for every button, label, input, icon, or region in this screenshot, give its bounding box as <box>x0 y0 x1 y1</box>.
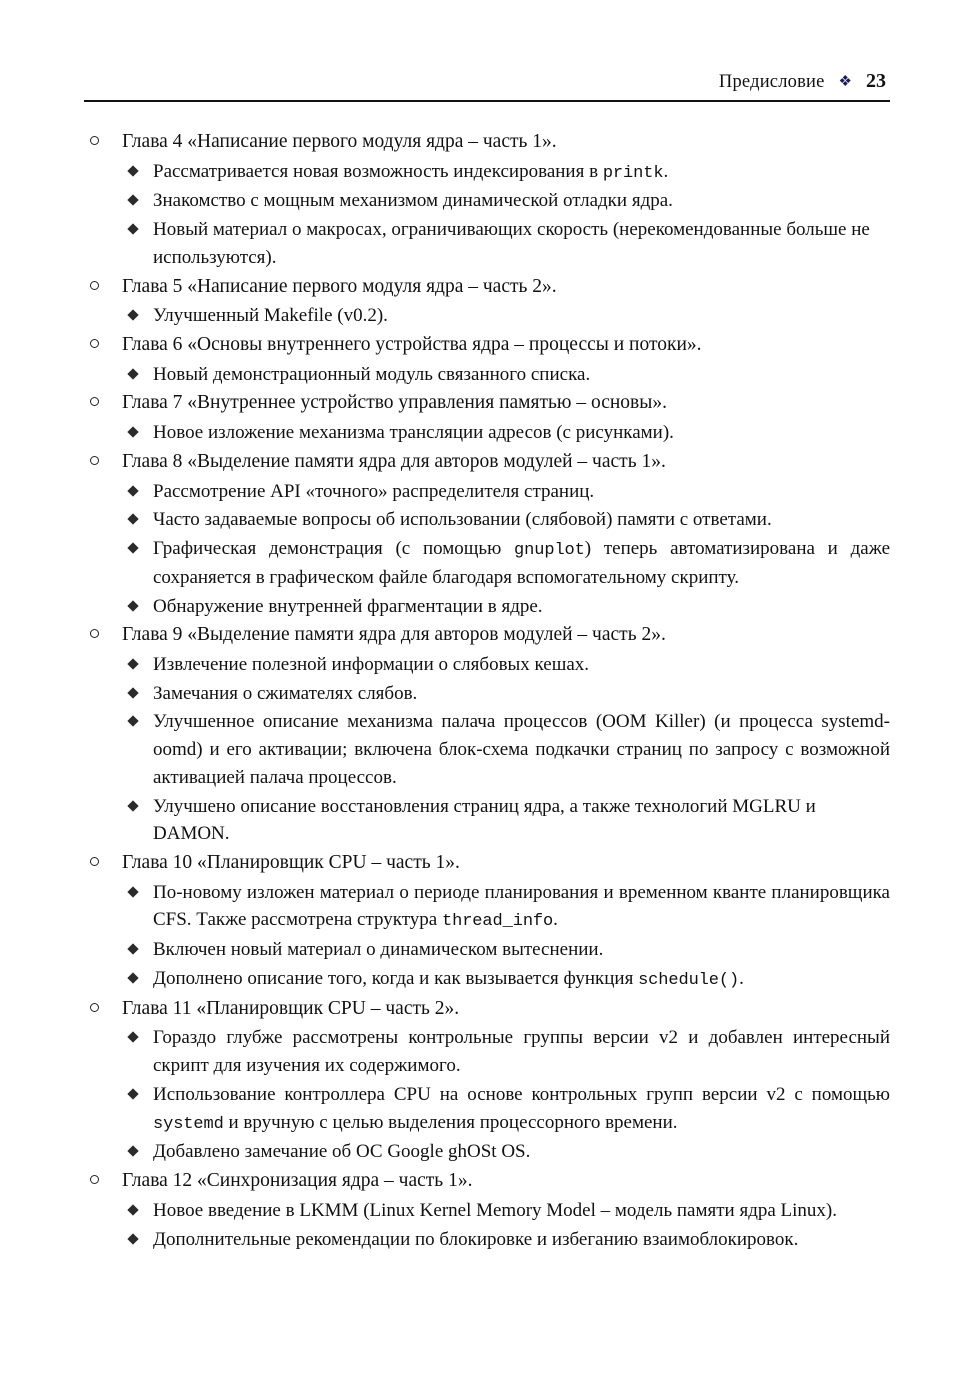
chapter-list-item <box>84 389 890 446</box>
chapter-title: Глава 8 «Выделение памяти ядра для авторов модулей – часть 1». <box>122 450 666 472</box>
chapter-title: Глава 4 «Написание первого модуля ядра – часть 1». <box>122 131 557 152</box>
detail-text: ) теперь автоматизирована и даже сохраняется в графическом файле благодаря вспомогательному скрипту. <box>153 537 891 588</box>
diamond-bullet-icon <box>127 800 138 811</box>
detail-text: Добавлено замечание об ОС Google ghOSt OS. <box>153 1141 531 1163</box>
chapter-detail-item <box>122 535 890 592</box>
code-token: printk <box>602 163 664 183</box>
detail-text: . <box>739 967 744 989</box>
diamond-bullet-icon <box>127 368 138 379</box>
chapter-detail-item <box>122 158 890 187</box>
chapter-title: Глава 11 «Планировщик CPU – часть 2». <box>122 997 460 1019</box>
chapter-detail-item <box>122 708 890 791</box>
circle-bullet-icon <box>90 1003 99 1012</box>
diamond-bullet-icon <box>127 514 138 525</box>
detail-text: и вручную с целью выделения процессорного времени. <box>223 1111 678 1133</box>
chapter-detail-item <box>122 680 890 708</box>
chapter-detail-item <box>122 216 890 271</box>
chapter-list-item <box>84 448 890 620</box>
circle-bullet-icon <box>90 629 99 638</box>
diamond-bullet-icon <box>127 426 138 437</box>
detail-text: Дополнено описание того, когда и как вызывается функция <box>153 967 639 989</box>
page-number: 23 <box>866 70 886 92</box>
diamond-ornament-icon: ❖ <box>838 74 852 90</box>
diamond-bullet-icon <box>127 310 138 321</box>
diamond-bullet-icon <box>127 195 138 206</box>
chapter-detail-list <box>122 651 890 848</box>
diamond-bullet-icon <box>127 600 138 611</box>
detail-text: Дополнительные рекомендации по блокировке и избеганию взаимоблокировок. <box>153 1228 799 1250</box>
chapter-detail-item <box>122 793 890 848</box>
chapter-title: Глава 9 «Выделение памяти ядра для авторов модулей – часть 2». <box>122 624 666 646</box>
chapter-detail-item <box>122 936 890 964</box>
chapter-list-item <box>84 849 890 994</box>
diamond-bullet-icon <box>127 1146 138 1157</box>
chapter-title: Глава 7 «Внутреннее устройство управления памятью – основы». <box>122 392 667 414</box>
chapter-list-item <box>84 128 890 272</box>
chapter-title: Глава 6 «Основы внутреннего устройства ядра – процессы и потоки». <box>122 334 702 356</box>
diamond-bullet-icon <box>127 1088 138 1099</box>
detail-text: Знакомство с мощным механизмом динамической отладки ядра. <box>153 190 673 212</box>
top-level-list <box>84 128 890 1253</box>
code-token: systemd <box>153 1114 224 1134</box>
chapter-detail-item <box>122 187 890 215</box>
detail-text: Графическая демонстрация (с помощью <box>153 537 515 559</box>
detail-text: Использование контроллера CPU на основе контрольных групп версии v2 с помощью <box>153 1083 890 1105</box>
detail-text: Рассматривается новая возможность индексирования в <box>153 160 603 182</box>
chapter-detail-item <box>122 593 890 621</box>
chapter-detail-item <box>122 1081 890 1138</box>
diamond-bullet-icon <box>127 1204 138 1215</box>
chapter-detail-list <box>122 419 890 447</box>
detail-text: Улучшено описание восстановления страниц ядра, а также технологий MGLRU и DAMON. <box>153 795 816 845</box>
chapter-detail-item <box>122 478 890 506</box>
chapter-detail-list <box>122 879 890 994</box>
chapter-title: Глава 12 «Синхронизация ядра – часть 1». <box>122 1170 473 1192</box>
chapter-detail-item <box>122 1024 890 1079</box>
chapter-list-item <box>84 995 890 1166</box>
diamond-bullet-icon <box>127 687 138 698</box>
diamond-bullet-icon <box>127 1032 138 1043</box>
code-token: schedule() <box>638 970 740 990</box>
chapter-detail-item <box>122 419 890 447</box>
chapter-detail-item <box>122 651 890 679</box>
running-head <box>84 70 890 93</box>
circle-bullet-icon <box>90 136 99 145</box>
chapter-detail-item <box>122 1197 890 1225</box>
chapter-detail-item <box>122 879 890 936</box>
diamond-bullet-icon <box>127 886 138 897</box>
diamond-bullet-icon <box>127 716 138 727</box>
detail-text: По-новому изложен материал о периоде планирования и временном кванте планировщика CFS. Также рассмотрена структура <box>153 881 890 931</box>
chapter-detail-list <box>122 478 890 621</box>
diamond-bullet-icon <box>127 165 138 176</box>
code-token: gnuplot <box>514 540 585 560</box>
circle-bullet-icon <box>90 456 99 465</box>
chapter-title: Глава 10 «Планировщик CPU – часть 1». <box>122 852 460 874</box>
detail-text: Гораздо глубже рассмотрены контрольные группы версии v2 и добавлен интересный скрипт для изучения их содержимого. <box>153 1027 890 1077</box>
circle-bullet-icon <box>90 397 99 406</box>
detail-text: Замечания о сжимателях слябов. <box>153 682 418 704</box>
diamond-bullet-icon <box>127 224 138 235</box>
chapter-detail-list <box>122 158 890 272</box>
chapter-title: Глава 5 «Написание первого модуля ядра – часть 2». <box>122 275 557 297</box>
diamond-bullet-icon <box>127 972 138 983</box>
chapter-detail-item <box>122 506 890 534</box>
detail-text: Рассмотрение API «точного» распределителя страниц. <box>153 480 595 502</box>
diamond-bullet-icon <box>127 485 138 496</box>
diamond-bullet-icon <box>127 542 138 553</box>
chapter-list-item <box>84 621 890 848</box>
detail-text: Новый материал о макросах, ограничивающих скорость (нерекомендованные больше не используются). <box>153 219 870 268</box>
chapter-change-list <box>84 128 890 1253</box>
chapter-detail-list <box>122 1197 890 1253</box>
detail-text: Обнаружение внутренней фрагментации в ядре. <box>153 595 543 617</box>
detail-text: Часто задаваемые вопросы об использовании (слябовой) памяти с ответами. <box>153 509 772 531</box>
detail-text: . <box>663 160 669 182</box>
circle-bullet-icon <box>90 339 99 348</box>
header-rule <box>84 100 890 102</box>
chapter-detail-list <box>122 361 890 389</box>
chapter-list-item <box>84 273 890 330</box>
detail-text: Новое изложение механизма трансляции адресов (с рисунками). <box>153 422 674 444</box>
chapter-detail-item <box>122 1226 890 1254</box>
diamond-bullet-icon <box>127 658 138 669</box>
detail-text: Улучшенный Makefile (v0.2). <box>153 305 388 327</box>
chapter-list-item <box>84 1167 890 1253</box>
circle-bullet-icon <box>90 1175 99 1184</box>
chapter-detail-item <box>122 361 890 389</box>
circle-bullet-icon <box>90 281 99 290</box>
detail-text: Новый демонстрационный модуль связанного списка. <box>153 363 591 385</box>
diamond-bullet-icon <box>127 1233 138 1244</box>
chapter-list-item <box>84 331 890 388</box>
chapter-detail-item <box>122 1138 890 1166</box>
detail-text: . <box>553 909 558 931</box>
running-head-title: Предисловие <box>718 72 825 92</box>
detail-text: Новое введение в LKMM (Linux Kernel Memory Model – модель памяти ядра Linux). <box>153 1199 837 1221</box>
detail-text: Извлечение полезной информации о слябовых кешах. <box>153 653 590 675</box>
diamond-bullet-icon <box>127 944 138 955</box>
detail-text: Включен новый материал о динамическом вытеснении. <box>153 939 604 961</box>
chapter-detail-item <box>122 302 890 330</box>
circle-bullet-icon <box>90 857 99 866</box>
chapter-detail-list <box>122 1024 890 1166</box>
chapter-detail-item <box>122 965 890 994</box>
code-token: thread_info <box>442 912 554 932</box>
chapter-detail-list <box>122 302 890 330</box>
detail-text: Улучшенное описание механизма палача процессов (OOM Killer) (и процесса systemd-oomd) и его активации; включена блок-схема подкачки страниц по запросу с возможной активацией палача процессов. <box>153 711 890 788</box>
